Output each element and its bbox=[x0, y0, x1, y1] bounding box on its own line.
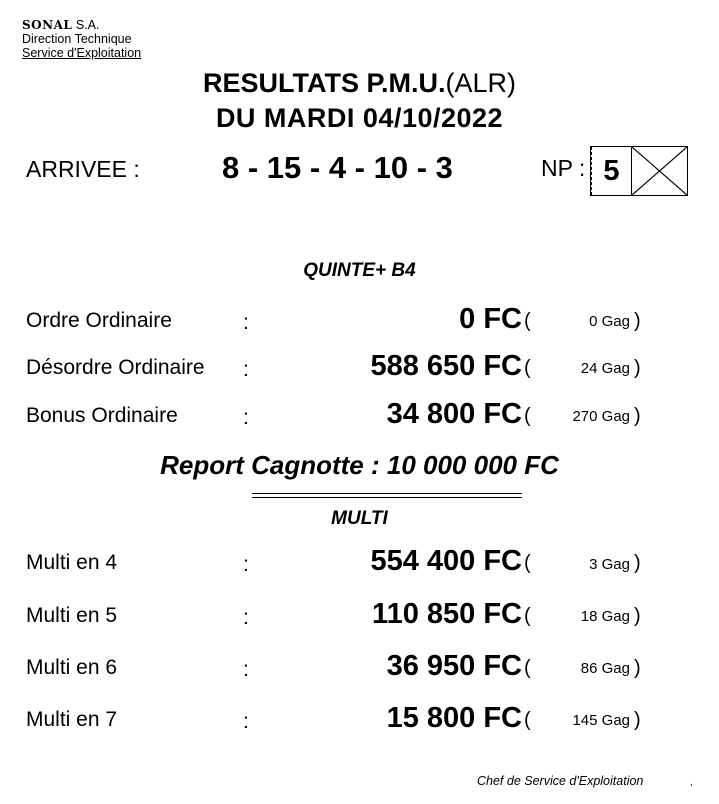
service-text: Service d'Exploitation bbox=[22, 46, 142, 60]
row-label: Désordre Ordinaire bbox=[26, 356, 205, 379]
row-gag: 18 Gag bbox=[580, 608, 630, 625]
row-paren-close: ) bbox=[634, 357, 641, 379]
row-colon: : bbox=[243, 311, 249, 334]
company-logo: SONAL bbox=[22, 18, 73, 32]
np-box bbox=[590, 146, 688, 196]
page-date: DU MARDI 04/10/2022 bbox=[215, 103, 504, 133]
row-colon: : bbox=[243, 358, 249, 381]
title-main: RESULTATS P.M.U. bbox=[202, 68, 446, 98]
row-gag: 0 Gag bbox=[589, 313, 630, 330]
double-divider bbox=[252, 493, 522, 498]
row-paren-open: ( bbox=[524, 405, 531, 427]
row-paren-open: ( bbox=[524, 310, 531, 332]
row-paren-open: ( bbox=[524, 552, 531, 574]
row-amount: 34 800 FC bbox=[386, 398, 522, 430]
row-label: Multi en 4 bbox=[26, 551, 118, 574]
company-suffix: S.A. bbox=[75, 18, 100, 32]
row-paren-close: ) bbox=[634, 552, 641, 574]
department-text: Direction Technique bbox=[22, 32, 132, 46]
cross-icon bbox=[632, 147, 687, 195]
row-label: Bonus Ordinaire bbox=[26, 404, 178, 427]
row-paren-close: ) bbox=[634, 310, 641, 332]
row-paren-close: ) bbox=[634, 709, 641, 731]
quinte-section-title: QUINTE+ B4 bbox=[303, 260, 416, 281]
row-label: Multi en 6 bbox=[26, 656, 118, 679]
np-label: NP : bbox=[541, 155, 586, 181]
title-suffix: (ALR) bbox=[445, 68, 517, 98]
multi-section-title: MULTI bbox=[331, 508, 388, 529]
row-amount: 588 650 FC bbox=[370, 350, 522, 382]
row-paren-open: ( bbox=[524, 709, 531, 731]
row-paren-close: ) bbox=[634, 605, 641, 627]
row-paren-close: ) bbox=[634, 405, 641, 427]
row-amount: 15 800 FC bbox=[386, 702, 522, 734]
row-label: Multi en 7 bbox=[26, 708, 118, 731]
row-amount: 554 400 FC bbox=[370, 545, 522, 577]
row-gag: 270 Gag bbox=[572, 408, 630, 425]
row-gag: 24 Gag bbox=[580, 360, 630, 377]
row-amount: 36 950 FC bbox=[386, 650, 522, 682]
arrivee-numbers: 8 - 15 - 4 - 10 - 3 bbox=[222, 150, 453, 185]
row-label: Ordre Ordinaire bbox=[26, 309, 172, 332]
row-colon: : bbox=[243, 710, 249, 733]
row-label: Multi en 5 bbox=[26, 604, 118, 627]
company-header bbox=[22, 18, 141, 60]
signature-title: Chef de Service d'Exploitation bbox=[477, 774, 644, 788]
row-colon: : bbox=[243, 606, 249, 629]
row-paren-open: ( bbox=[524, 657, 531, 679]
cagnotte-report: Report Cagnotte : 10 000 000 FC bbox=[160, 450, 559, 480]
row-colon: : bbox=[243, 406, 249, 429]
row-paren-open: ( bbox=[524, 605, 531, 627]
page-title bbox=[0, 68, 719, 99]
row-amount: 110 850 FC bbox=[372, 598, 522, 630]
row-gag: 3 Gag bbox=[589, 556, 630, 573]
arrivee-label: ARRIVEE : bbox=[26, 156, 140, 182]
row-gag: 145 Gag bbox=[572, 712, 630, 729]
row-colon: : bbox=[243, 553, 249, 576]
row-paren-close: ) bbox=[634, 657, 641, 679]
row-paren-open: ( bbox=[524, 357, 531, 379]
footer-mark: , bbox=[690, 777, 693, 788]
row-gag: 86 Gag bbox=[580, 660, 630, 677]
row-colon: : bbox=[243, 658, 249, 681]
np-value: 5 bbox=[591, 147, 632, 195]
row-amount: 0 FC bbox=[459, 303, 522, 335]
